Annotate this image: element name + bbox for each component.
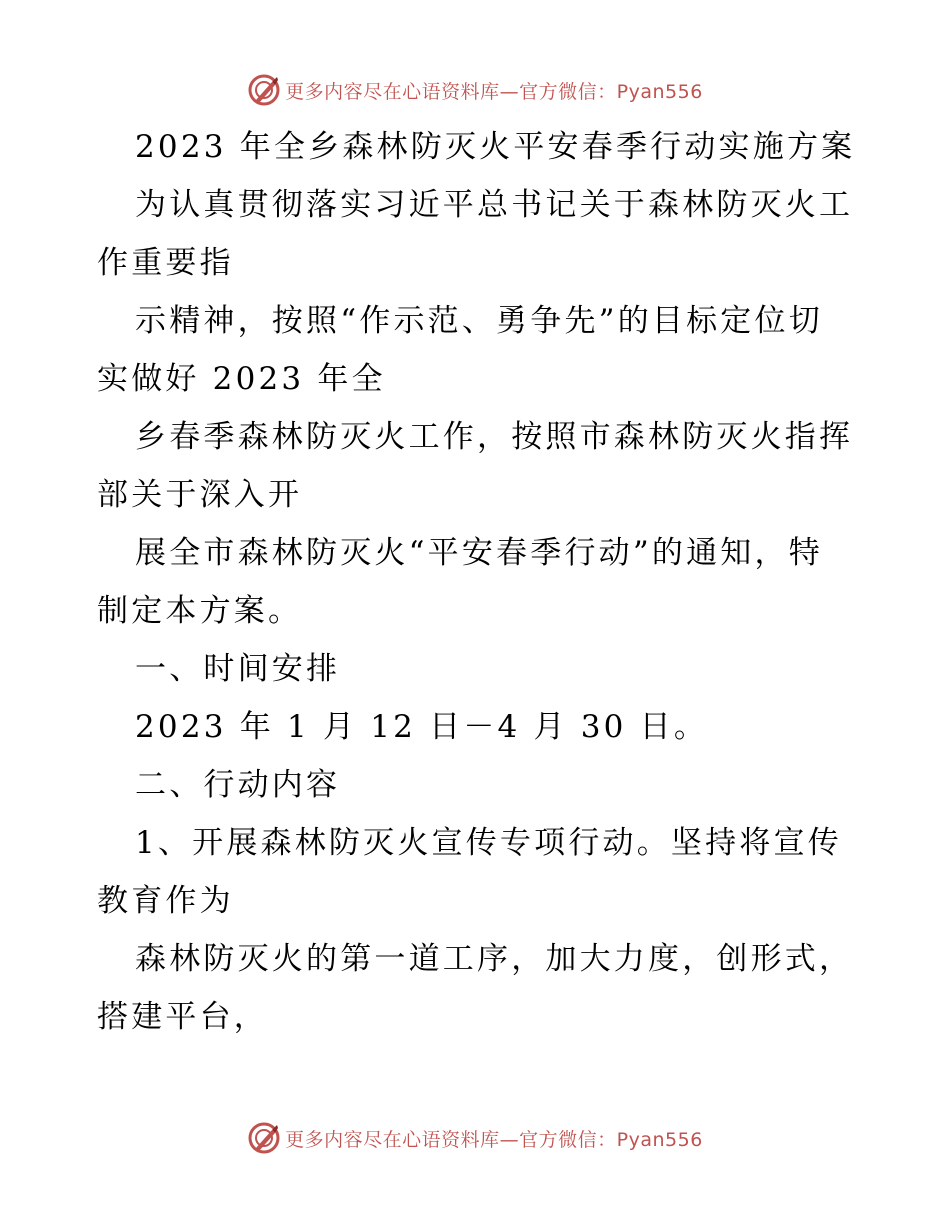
wechat-id: Pyan556 [616,80,703,103]
banner-text: 更多内容尽在心语资料库—官方微信：Pyan556 [285,80,703,103]
header-banner [0,70,950,110]
document-line: 搭建平台， [97,999,268,1035]
document-line: 2023 年全乡森林防灭火平安春季行动实施方案 [135,129,856,165]
document-body [97,118,857,1046]
document-line: 2023 年 1 月 12 日－4 月 30 日。 [135,709,709,745]
brand-logo-icon [247,1121,281,1155]
document-line: 展全市森林防灭火“平安春季行动”的通知，特 [135,535,823,571]
document-line: 二、行动内容 [135,767,341,803]
footer-banner [0,1118,950,1158]
document-line: 制定本方案。 [97,593,303,629]
document-line: 为认真贯彻落实习近平总书记关于森林防灭火工 [135,187,854,223]
document-line: 示精神，按照“作示范、勇争先”的目标定位切 [135,303,823,339]
document-line: 实做好 2023 年全 [97,361,386,397]
brand-logo-icon [247,73,281,107]
document-line: 部关于深入开 [97,477,303,513]
document-line: 教育作为 [97,883,234,919]
document-line: 一、时间安排 [135,651,341,687]
document-line: 1、开展森林防灭火宣传专项行动。坚持将宣传 [135,825,842,861]
document-line: 森林防灭火的第一道工序，加大力度，创形式， [135,941,854,977]
banner-text: 更多内容尽在心语资料库—官方微信：Pyan556 [285,1128,703,1151]
wechat-id: Pyan556 [616,1128,703,1151]
footer-banner-content [247,1121,703,1155]
document-line: 乡春季森林防灭火工作，按照市森林防灭火指挥 [135,419,854,455]
header-banner-content [247,73,703,107]
document-line: 作重要指 [97,245,234,281]
